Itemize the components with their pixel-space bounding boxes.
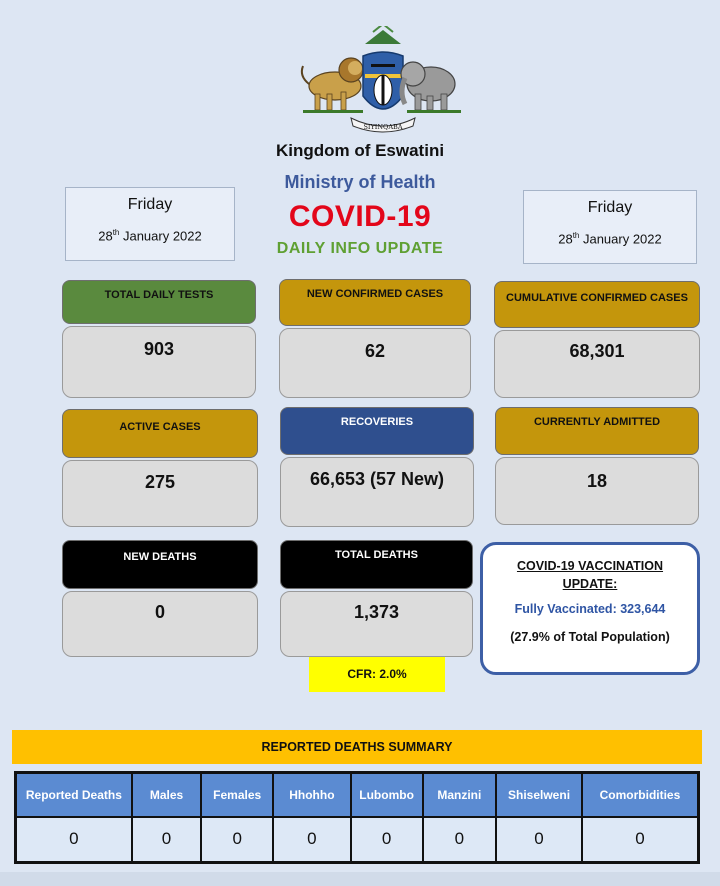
column-header: Females bbox=[201, 773, 273, 817]
date-text: 28th January 2022 bbox=[558, 231, 662, 247]
cumulative-confirmed-cases-header: CUMULATIVE CONFIRMED CASES bbox=[494, 281, 700, 328]
date-day: Friday bbox=[127, 196, 173, 213]
column-header: Reported Deaths bbox=[16, 773, 132, 817]
total-deaths-header: TOTAL DEATHS bbox=[280, 540, 473, 589]
column-header: Males bbox=[132, 773, 202, 817]
active-cases-header: ACTIVE CASES bbox=[62, 409, 258, 458]
column-header: Hhohho bbox=[273, 773, 351, 817]
total-deaths-value: 1,373 bbox=[280, 591, 473, 657]
active-cases-value: 275 bbox=[62, 460, 258, 527]
new-confirmed-cases-value: 62 bbox=[279, 328, 471, 398]
date-box-left bbox=[65, 187, 235, 261]
recoveries-value: 66,653 (57 New) bbox=[280, 457, 474, 527]
table-cell: 0 bbox=[496, 817, 582, 863]
reported-deaths-summary-title: REPORTED DEATHS SUMMARY bbox=[12, 730, 702, 764]
table-cell: 0 bbox=[273, 817, 351, 863]
kingdom-title: Kingdom of Eswatini bbox=[275, 141, 445, 160]
column-header: Shiselweni bbox=[496, 773, 582, 817]
currently-admitted-value: 18 bbox=[495, 457, 699, 525]
recoveries-header: RECOVERIES bbox=[280, 407, 474, 455]
vaccination-title: COVID-19 VACCINATION UPDATE: bbox=[516, 559, 664, 592]
table-row bbox=[16, 817, 699, 863]
motto-text: SIYINQABA bbox=[363, 123, 403, 131]
table-cell: 0 bbox=[351, 817, 423, 863]
column-header: Lubombo bbox=[351, 773, 423, 817]
date-box-right bbox=[523, 190, 697, 264]
fully-vaccinated-text: Fully Vaccinated: 323,644 bbox=[514, 602, 666, 617]
reported-deaths-table bbox=[14, 771, 700, 864]
total-daily-tests-header: TOTAL DAILY TESTS bbox=[62, 280, 256, 324]
elephant-icon bbox=[401, 62, 461, 113]
table-cell: 0 bbox=[423, 817, 497, 863]
cumulative-confirmed-cases-value: 68,301 bbox=[494, 330, 700, 398]
currently-admitted-header: CURRENTLY ADMITTED bbox=[495, 407, 699, 455]
vaccination-update-box bbox=[480, 542, 700, 675]
lion-icon bbox=[302, 58, 363, 113]
coat-of-arms-emblem bbox=[295, 26, 470, 136]
shield-icon bbox=[363, 26, 403, 109]
bottom-strip bbox=[0, 872, 720, 886]
table-cell: 0 bbox=[132, 817, 202, 863]
table-cell: 0 bbox=[582, 817, 699, 863]
vaccination-percent-text: (27.9% of Total Population) bbox=[510, 630, 670, 645]
date-text: 28th January 2022 bbox=[98, 228, 202, 244]
daily-info-subtitle: DAILY INFO UPDATE bbox=[276, 240, 444, 257]
cfr-badge: CFR: 2.0% bbox=[309, 657, 445, 692]
new-confirmed-cases-header: NEW CONFIRMED CASES bbox=[279, 279, 471, 326]
covid-title: COVID-19 bbox=[288, 200, 432, 233]
column-header: Manzini bbox=[423, 773, 497, 817]
date-day: Friday bbox=[587, 199, 633, 216]
total-daily-tests-value: 903 bbox=[62, 326, 256, 398]
ministry-title: Ministry of Health bbox=[284, 172, 436, 192]
table-cell: 0 bbox=[16, 817, 132, 863]
new-deaths-value: 0 bbox=[62, 591, 258, 657]
column-header: Comorbidities bbox=[582, 773, 699, 817]
table-header-row bbox=[16, 773, 699, 817]
new-deaths-header: NEW DEATHS bbox=[62, 540, 258, 589]
table-cell: 0 bbox=[201, 817, 273, 863]
